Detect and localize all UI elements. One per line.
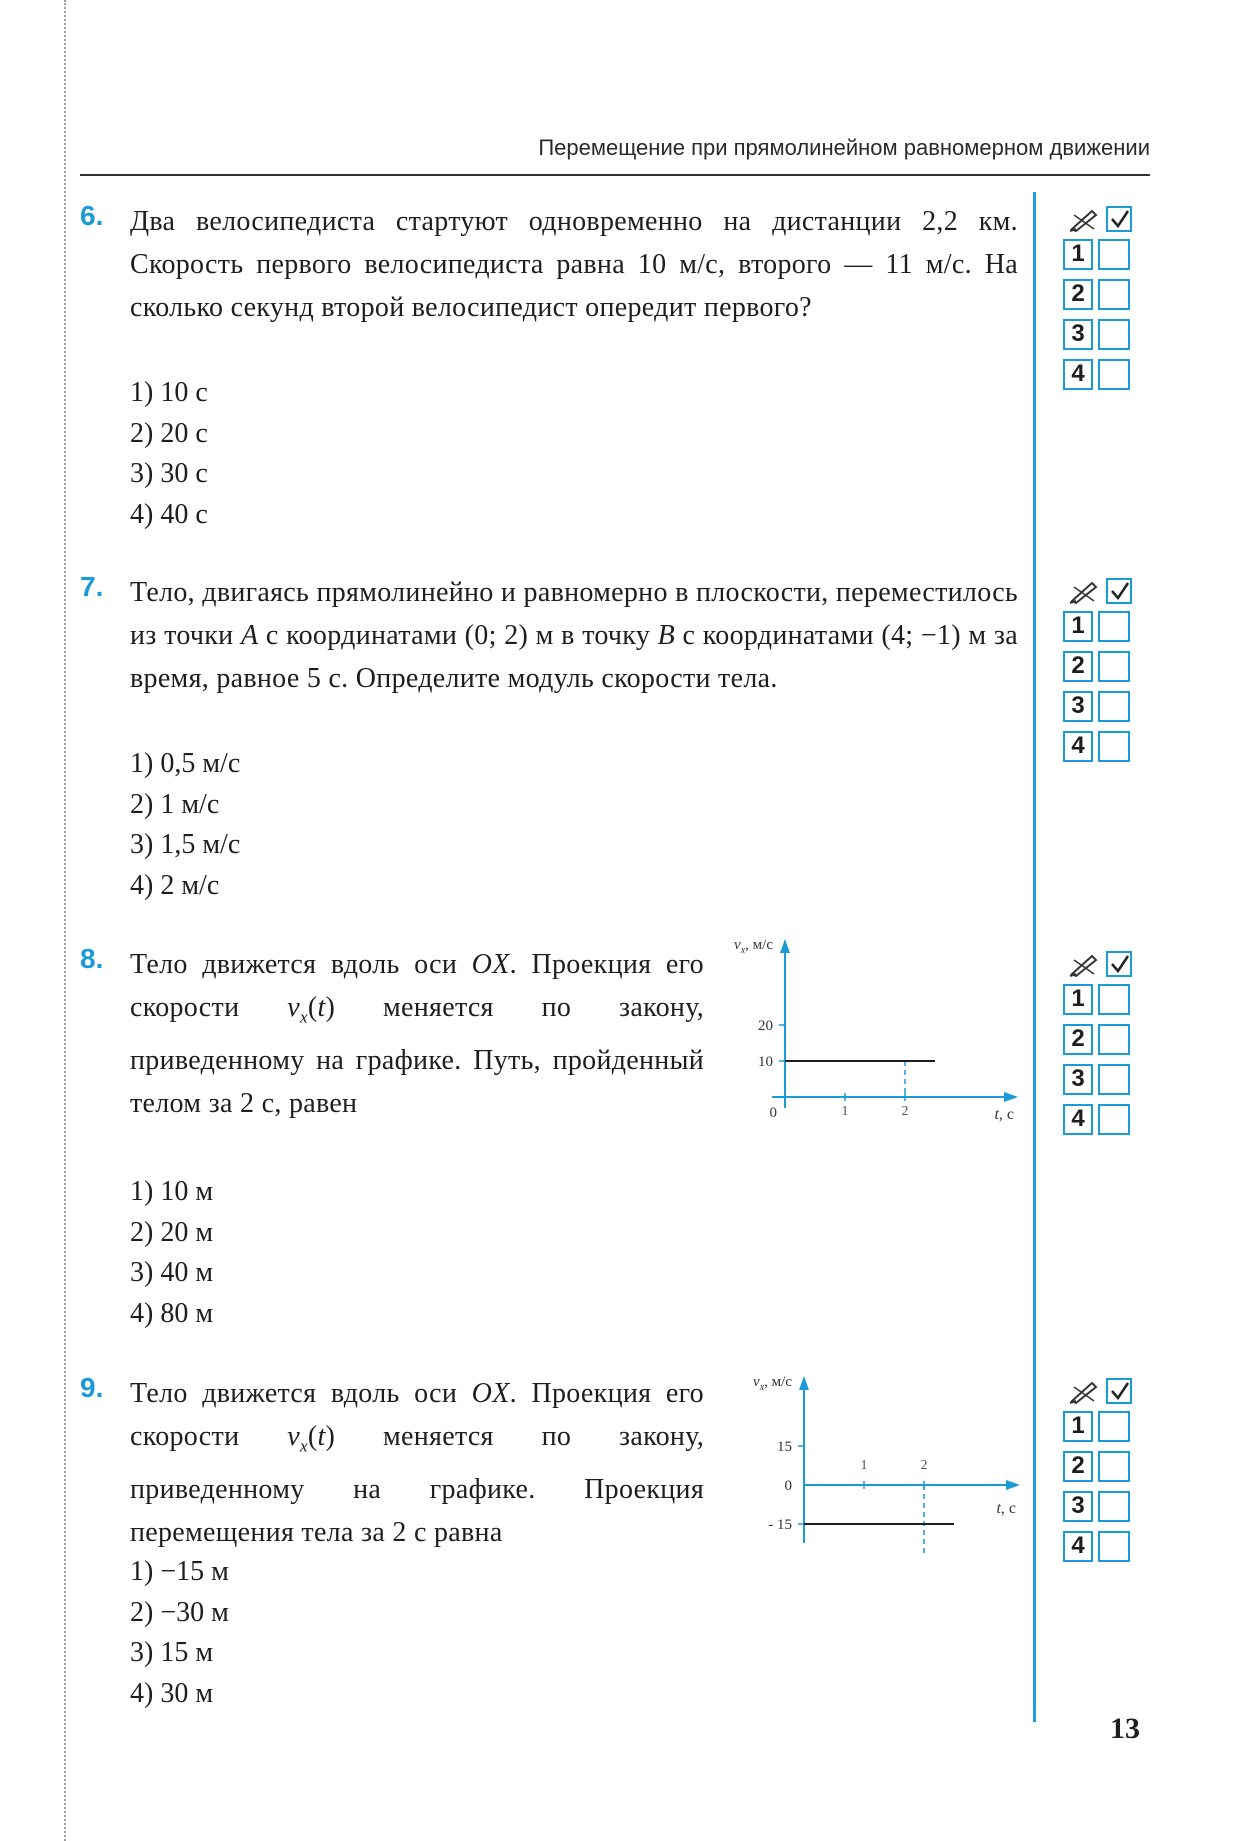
answer-row [1060, 687, 1150, 727]
checkmark-icon [1106, 578, 1132, 604]
options-list [130, 373, 208, 535]
answer-number: 3 [1063, 319, 1093, 350]
answer-column-divider [1033, 192, 1036, 1722]
pencil-icon [1068, 207, 1100, 233]
answer-number: 2 [1063, 279, 1093, 310]
y-tick-label: 20 [758, 1018, 773, 1034]
answer-number: 4 [1063, 731, 1093, 762]
answer-checkbox[interactable] [1098, 691, 1130, 722]
answer-checkbox[interactable] [1098, 731, 1130, 762]
answer-number: 4 [1063, 359, 1093, 390]
option-2[interactable]: 2) 20 м [130, 1216, 214, 1248]
answer-row [1060, 1100, 1150, 1140]
option-3[interactable]: 3) 30 с [130, 458, 208, 489]
option-2[interactable]: 2) 20 с [130, 417, 208, 449]
y-tick-label: - 15 [768, 1517, 792, 1533]
answer-row [1060, 1060, 1150, 1100]
answer-block-q6 [1060, 205, 1150, 395]
y-axis-arrow [799, 1376, 809, 1390]
options-list [130, 1552, 229, 1714]
option-1[interactable]: 1) 10 с [130, 377, 208, 408]
option-1[interactable]: 1) 10 м [130, 1176, 214, 1207]
option-1[interactable]: 1) 0,5 м/с [130, 748, 241, 779]
x-axis-arrow [1004, 1092, 1018, 1102]
x-tick-label: 2 [901, 1104, 909, 1119]
option-4[interactable]: 4) 2 м/с [130, 869, 220, 901]
answer-row [1060, 607, 1150, 647]
answer-checkbox[interactable] [1098, 319, 1130, 350]
answer-number: 2 [1063, 1451, 1093, 1482]
pencil-icon [1068, 952, 1100, 978]
answer-number: 3 [1063, 691, 1093, 722]
option-3[interactable]: 3) 1,5 м/с [130, 829, 241, 860]
answer-row [1060, 315, 1150, 355]
question-text: Два велосипедиста стартуют одновременно на дистанции 2,2 км. Скорость первого велосипедиста равна 10 м/с, второго — 11 м/с. На сколько секунд второй велосипедист опередит первого? [130, 206, 1018, 323]
option-2[interactable]: 2) 1 м/с [130, 788, 220, 820]
option-2[interactable]: 2) −30 м [130, 1596, 229, 1628]
answer-block-header [1060, 950, 1150, 980]
answer-checkbox[interactable] [1098, 984, 1130, 1015]
x-tick-label: 2 [920, 1458, 928, 1473]
y-tick-label: 10 [758, 1054, 773, 1070]
answer-block-header [1060, 205, 1150, 235]
answer-number: 1 [1063, 239, 1093, 270]
answer-row [1060, 355, 1150, 395]
y-tick-label: 0 [784, 1478, 792, 1494]
option-1[interactable]: 1) −15 м [130, 1556, 229, 1587]
option-4[interactable]: 4) 30 м [130, 1677, 214, 1709]
checkmark-icon [1106, 951, 1132, 977]
answer-checkbox[interactable] [1098, 1491, 1130, 1522]
answer-checkbox[interactable] [1098, 1411, 1130, 1442]
option-3[interactable]: 3) 40 м [130, 1257, 214, 1288]
x-axis-arrow [1006, 1480, 1020, 1490]
answer-row [1060, 980, 1150, 1020]
x-tick-label: 1 [841, 1104, 849, 1119]
question-text: Тело движется вдоль оси OX. Проекция его скорости $v_x(t)$ меняется по закону, приведенному на графике. Проекция перемещения тела за 2 с равна [130, 1378, 704, 1548]
origin-label: 0 [769, 1105, 777, 1121]
page-header: Перемещение при прямолинейном равномерном движении [538, 135, 1150, 160]
answer-row [1060, 1020, 1150, 1060]
answer-row [1060, 235, 1150, 275]
option-4[interactable]: 4) 40 с [130, 498, 208, 530]
answer-number: 1 [1063, 611, 1093, 642]
answer-number: 1 [1063, 1411, 1093, 1442]
answer-checkbox[interactable] [1098, 1531, 1130, 1562]
answer-checkbox[interactable] [1098, 359, 1130, 390]
y-axis-label: $v_x$, м/с [734, 937, 773, 956]
velocity-graph-q8 [720, 925, 1020, 1125]
y-tick-label: 15 [777, 1439, 792, 1455]
answer-row [1060, 275, 1150, 315]
header-rule [80, 174, 1150, 176]
options-list [130, 744, 240, 906]
answer-number: 1 [1063, 984, 1093, 1015]
answer-row [1060, 647, 1150, 687]
checkmark-icon [1106, 1378, 1132, 1404]
answer-checkbox[interactable] [1098, 279, 1130, 310]
answer-row [1060, 727, 1150, 767]
answer-checkbox[interactable] [1098, 1064, 1130, 1095]
answer-row [1060, 1407, 1150, 1447]
answer-row [1060, 1487, 1150, 1527]
answer-checkbox[interactable] [1098, 1024, 1130, 1055]
answer-row [1060, 1447, 1150, 1487]
answer-block-q8 [1060, 950, 1150, 1140]
y-axis-arrow [780, 939, 790, 953]
page-number: 13 [1110, 1712, 1140, 1745]
question-text: Тело, двигаясь прямолинейно и равномерно в плоскости, переместилось из точки A с координатами (0; 2) м в точку B с координатами (4; −1) м за время, равное 5 с. Определите модуль скорости тела. [130, 577, 1018, 694]
answer-block-q9 [1060, 1377, 1150, 1567]
option-4[interactable]: 4) 80 м [130, 1297, 214, 1329]
binding-dotted-line [64, 0, 66, 1841]
pencil-icon [1068, 579, 1100, 605]
answer-number: 4 [1063, 1104, 1093, 1135]
answer-checkbox[interactable] [1098, 1451, 1130, 1482]
answer-number: 2 [1063, 651, 1093, 682]
question-number: 9. [80, 1372, 104, 1403]
question-number: 8. [80, 943, 104, 974]
question-number: 6. [80, 200, 104, 231]
answer-number: 3 [1063, 1491, 1093, 1522]
answer-block-q7 [1060, 577, 1150, 767]
x-axis-label: t, с [994, 1106, 1014, 1123]
answer-number: 2 [1063, 1024, 1093, 1055]
question-number: 7. [80, 571, 104, 602]
question-text: Тело движется вдоль оси OX. Проекция его скорости $v_x(t)$ меняется по закону, приведенному на графике. Путь, пройденный телом за 2 с, равен [130, 949, 704, 1119]
y-axis-label: $v_x$, м/с [753, 1374, 792, 1393]
answer-block-header [1060, 577, 1150, 607]
answer-block-header [1060, 1377, 1150, 1407]
answer-number: 3 [1063, 1064, 1093, 1095]
pencil-icon [1068, 1379, 1100, 1405]
answer-checkbox[interactable] [1098, 611, 1130, 642]
answer-number: 4 [1063, 1531, 1093, 1562]
answer-checkbox[interactable] [1098, 239, 1130, 270]
options-list [130, 1172, 213, 1334]
x-axis-label: t, с [996, 1500, 1016, 1517]
option-3[interactable]: 3) 15 м [130, 1637, 214, 1668]
answer-checkbox[interactable] [1098, 1104, 1130, 1135]
checkmark-icon [1106, 206, 1132, 232]
x-tick-label: 1 [860, 1458, 868, 1473]
answer-row [1060, 1527, 1150, 1567]
answer-checkbox[interactable] [1098, 651, 1130, 682]
velocity-graph-q9 [720, 1370, 1020, 1560]
